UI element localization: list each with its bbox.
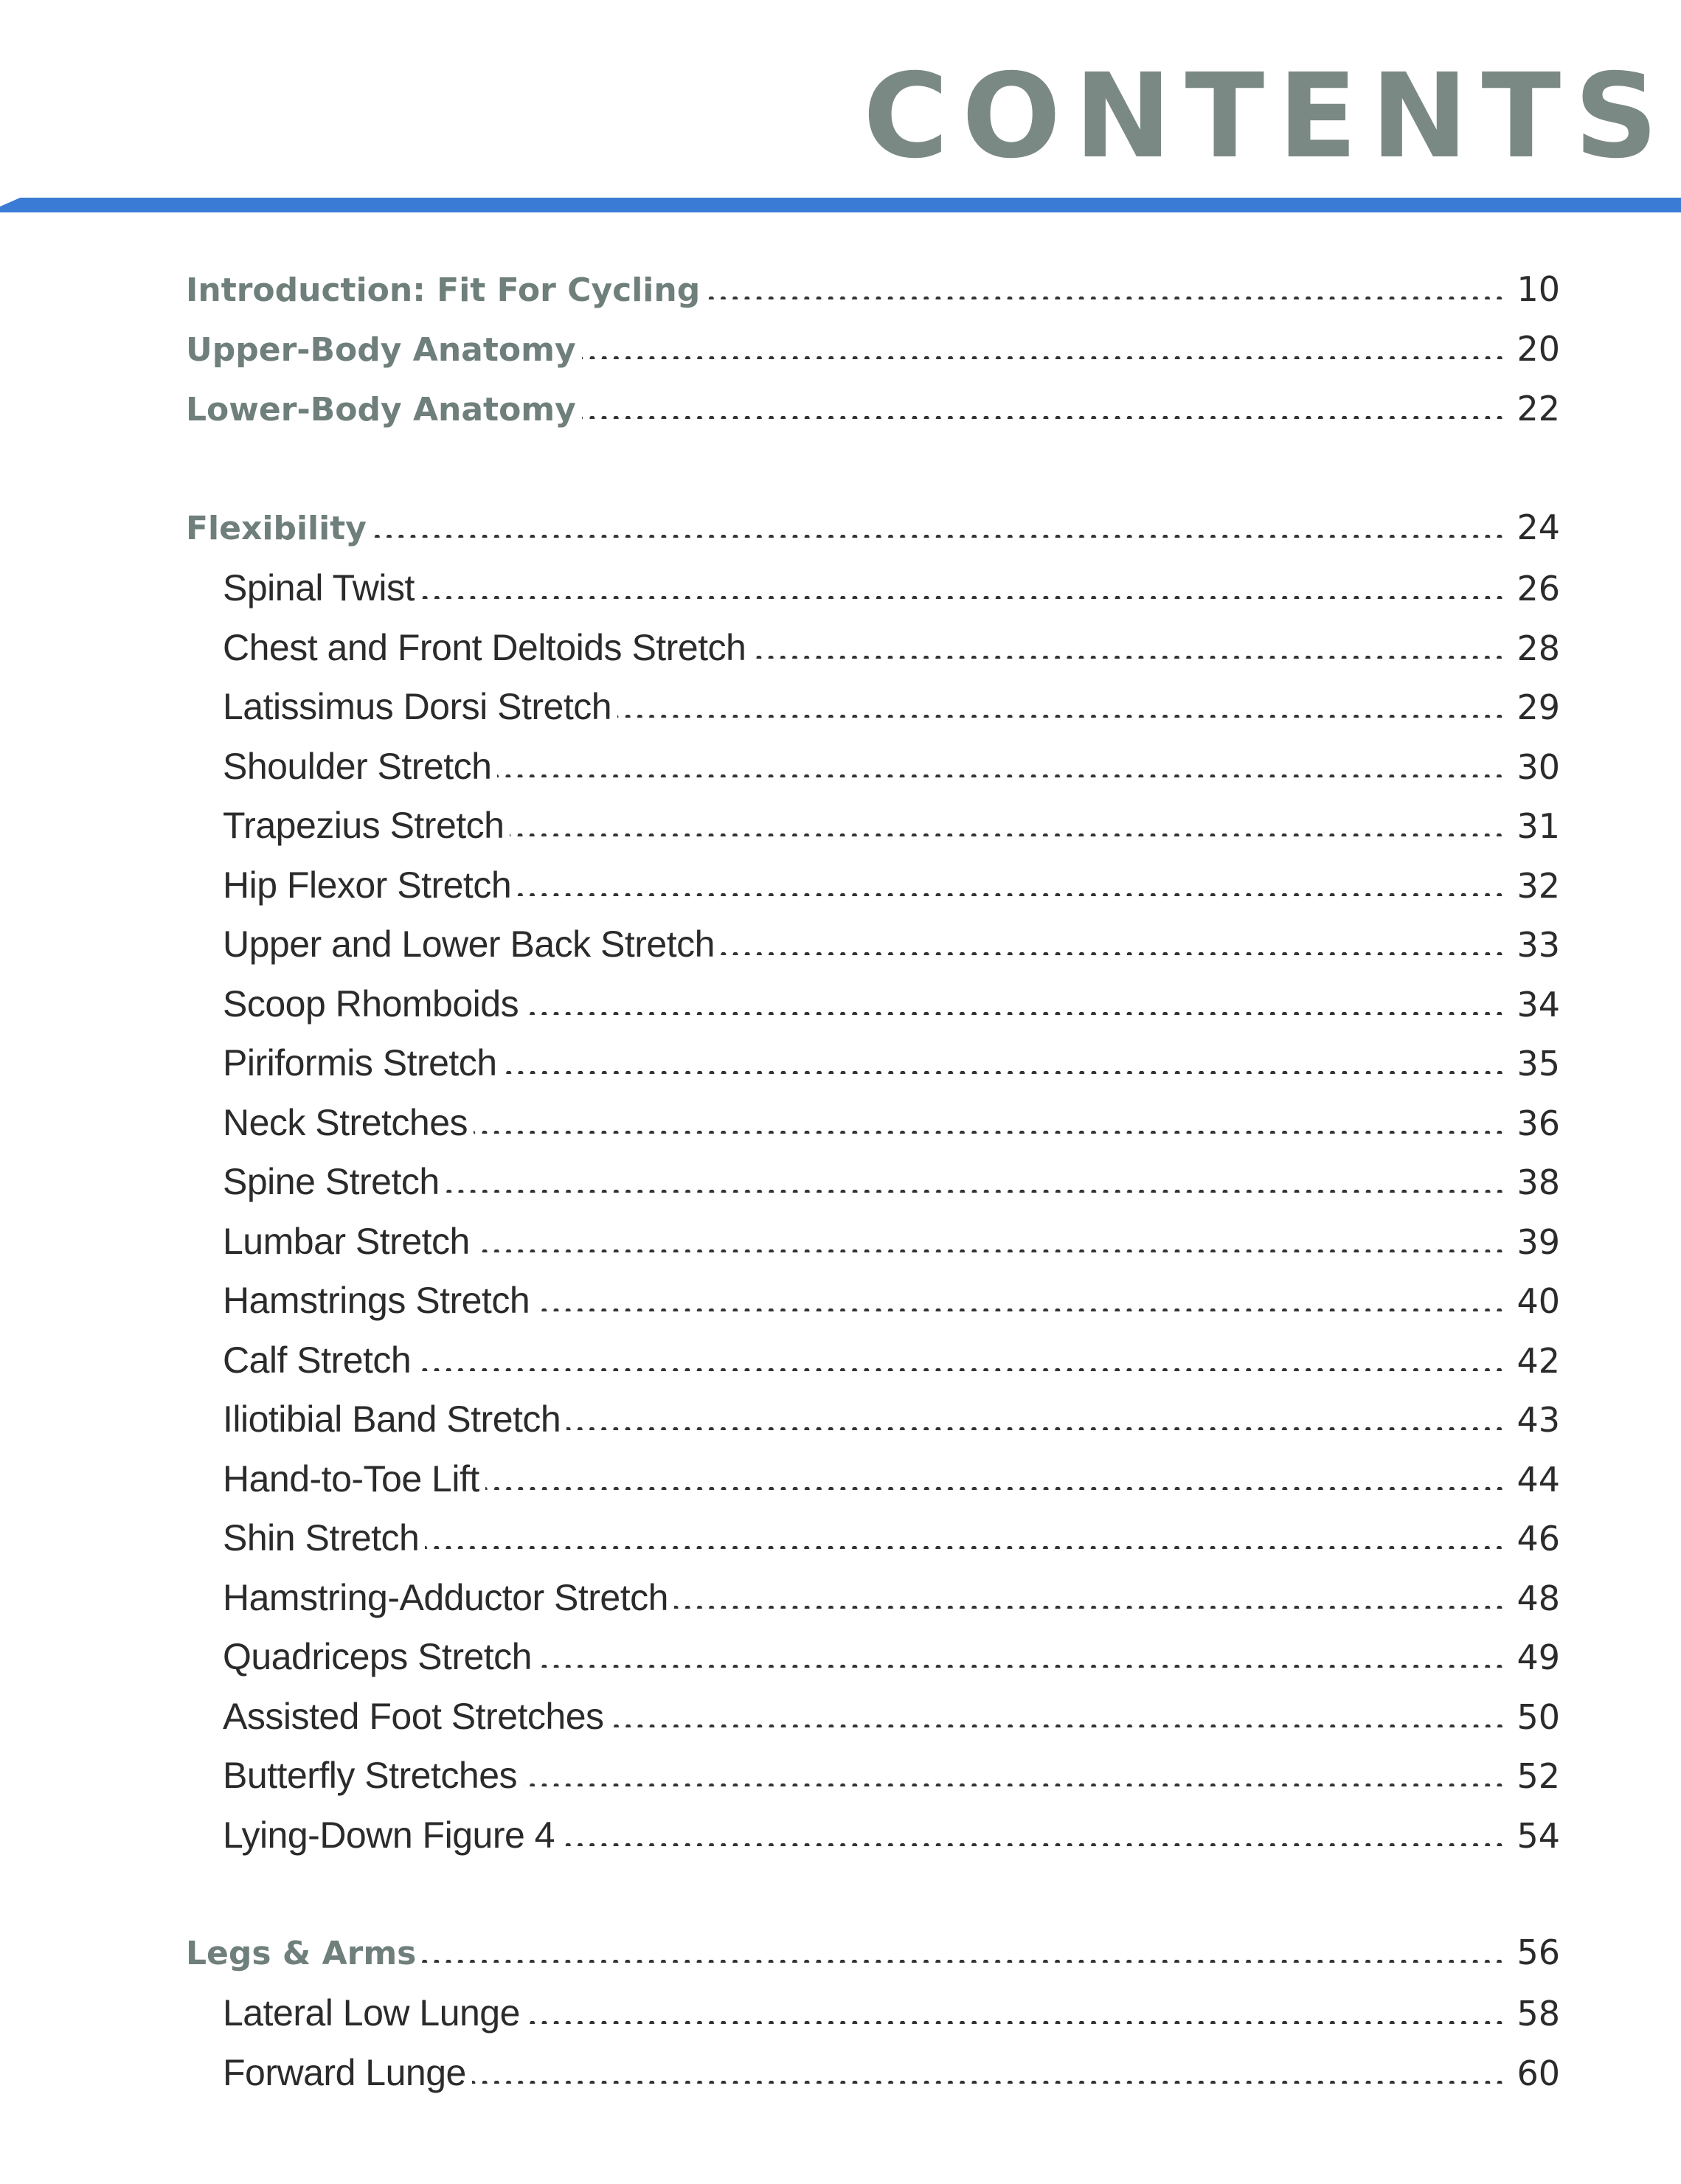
dot-leader xyxy=(417,1368,1505,1371)
toc-entry-neck-stretches[interactable] xyxy=(0,1101,1681,1153)
toc-entry-label: Legs & Arms xyxy=(186,1935,417,1972)
toc-entry-label: Assisted Foot Stretches xyxy=(223,1696,604,1737)
toc-page-number: 50 xyxy=(1517,1697,1560,1737)
toc-page-number: 20 xyxy=(1517,329,1560,369)
toc-entry-lumbar-stretch[interactable] xyxy=(0,1220,1681,1272)
dot-leader xyxy=(721,952,1505,955)
dot-leader xyxy=(706,297,1505,299)
toc-entry-introduction[interactable] xyxy=(0,269,1681,321)
toc-page-number: 34 xyxy=(1517,985,1560,1025)
dot-leader xyxy=(524,1012,1505,1015)
toc-entry-label: Latissimus Dorsi Stretch xyxy=(223,686,612,727)
toc-page-number: 46 xyxy=(1517,1519,1560,1559)
dot-leader xyxy=(503,1071,1505,1074)
toc-page-number: 31 xyxy=(1517,806,1560,846)
toc-page-number: 10 xyxy=(1517,269,1560,309)
dot-leader xyxy=(425,1546,1505,1549)
toc-entry-label: Flexibility xyxy=(186,510,367,547)
dot-leader xyxy=(610,1724,1505,1727)
toc-page-number: 60 xyxy=(1517,2053,1560,2093)
toc-entry-label: Spinal Twist xyxy=(223,567,415,609)
toc-entry-label: Forward Lunge xyxy=(223,2052,466,2093)
toc-entry-flexibility[interactable] xyxy=(0,507,1681,559)
toc-page-number: 28 xyxy=(1517,628,1560,668)
toc-entry-shoulder-stretch[interactable] xyxy=(0,745,1681,797)
toc-entry-label: Hamstrings Stretch xyxy=(223,1280,530,1321)
dot-leader xyxy=(523,1783,1505,1786)
toc-page-number: 30 xyxy=(1517,747,1560,787)
toc-entry-calf-stretch[interactable] xyxy=(0,1339,1681,1390)
toc-entry-label: Lower-Body Anatomy xyxy=(186,391,576,429)
toc-entry-label: Calf Stretch xyxy=(223,1339,412,1381)
toc-entry-hip-flexor-stretch[interactable] xyxy=(0,864,1681,915)
dot-leader xyxy=(422,1960,1505,1963)
toc-entry-hamstrings-stretch[interactable] xyxy=(0,1279,1681,1331)
toc-entry-lying-down-figure-4[interactable] xyxy=(0,1814,1681,1865)
toc-page-number: 39 xyxy=(1517,1222,1560,1262)
toc-entry-label: Piriformis Stretch xyxy=(223,1042,497,1084)
toc-entry-hamstring-adductor[interactable] xyxy=(0,1576,1681,1628)
toc-entry-legs-arms[interactable] xyxy=(0,1932,1681,1984)
toc-entry-label: Neck Stretches xyxy=(223,1102,468,1143)
toc-entry-latissimus-dorsi[interactable] xyxy=(0,685,1681,737)
toc-page-number: 29 xyxy=(1517,687,1560,727)
dot-leader xyxy=(485,1487,1505,1490)
toc-page-number: 26 xyxy=(1517,569,1560,609)
toc-entry-label: Lying-Down Figure 4 xyxy=(223,1814,555,1856)
toc-page-number: 48 xyxy=(1517,1578,1560,1618)
toc-page-number: 43 xyxy=(1517,1400,1560,1440)
dot-leader xyxy=(752,656,1505,659)
dot-leader xyxy=(372,535,1505,538)
toc-page-number: 42 xyxy=(1517,1341,1560,1381)
dot-leader xyxy=(446,1190,1505,1193)
dot-leader xyxy=(538,1665,1505,1668)
toc-entry-upper-body-anatomy[interactable] xyxy=(0,329,1681,381)
toc-entry-iliotibial-band[interactable] xyxy=(0,1398,1681,1449)
toc-page-number: 54 xyxy=(1517,1816,1560,1856)
toc-entry-butterfly-stretches[interactable] xyxy=(0,1754,1681,1806)
toc-entry-label: Upper and Lower Back Stretch xyxy=(223,923,715,965)
dot-leader xyxy=(476,1249,1505,1252)
toc-entry-label: Hip Flexor Stretch xyxy=(223,864,512,906)
toc-entry-lower-body-anatomy[interactable] xyxy=(0,389,1681,440)
toc-entry-shin-stretch[interactable] xyxy=(0,1516,1681,1568)
toc-entry-label: Scoop Rhomboids xyxy=(223,983,519,1025)
toc-page-number: 32 xyxy=(1517,866,1560,906)
toc-entry-label: Butterfly Stretches xyxy=(223,1755,517,1796)
dot-leader xyxy=(420,596,1505,599)
dot-leader xyxy=(617,715,1505,718)
toc-entry-spinal-twist[interactable] xyxy=(0,566,1681,618)
toc-entry-forward-lunge[interactable] xyxy=(0,2051,1681,2103)
dot-leader xyxy=(526,2021,1505,2024)
toc-entry-trapezius-stretch[interactable] xyxy=(0,804,1681,856)
toc-page-number: 22 xyxy=(1517,389,1560,429)
toc-entry-label: Quadriceps Stretch xyxy=(223,1636,532,1677)
toc-entry-upper-lower-back[interactable] xyxy=(0,923,1681,974)
toc-entry-label: Spine Stretch xyxy=(223,1161,440,1202)
toc-entry-label: Shin Stretch xyxy=(223,1517,420,1559)
dot-leader xyxy=(582,356,1505,359)
toc-page-number: 24 xyxy=(1517,507,1560,547)
toc-entry-lateral-low-lunge[interactable] xyxy=(0,1991,1681,2043)
toc-entry-piriformis-stretch[interactable] xyxy=(0,1041,1681,1093)
dot-leader xyxy=(566,1427,1505,1430)
dot-leader xyxy=(497,774,1505,777)
toc-entry-label: Iliotibial Band Stretch xyxy=(223,1398,561,1440)
toc-page-number: 52 xyxy=(1517,1756,1560,1796)
toc-entry-assisted-foot-stretches[interactable] xyxy=(0,1695,1681,1747)
dot-leader xyxy=(536,1308,1505,1311)
toc-entry-label: Lumbar Stretch xyxy=(223,1221,470,1262)
dot-leader xyxy=(674,1606,1505,1609)
toc-entry-label: Introduction: Fit For Cycling xyxy=(186,271,701,309)
toc-entry-label: Hand-to-Toe Lift xyxy=(223,1458,479,1500)
dot-leader xyxy=(472,2081,1505,2084)
toc-page-number: 33 xyxy=(1517,925,1560,965)
toc-entry-quadriceps-stretch[interactable] xyxy=(0,1635,1681,1687)
dot-leader xyxy=(510,833,1505,836)
toc-entry-label: Upper-Body Anatomy xyxy=(186,331,576,369)
dot-leader xyxy=(517,893,1505,896)
toc-entry-label: Hamstring-Adductor Stretch xyxy=(223,1577,668,1618)
toc-entry-label: Lateral Low Lunge xyxy=(223,1992,520,2034)
toc-page-number: 56 xyxy=(1517,1932,1560,1972)
toc-entry-hand-to-toe-lift[interactable] xyxy=(0,1457,1681,1509)
dot-leader xyxy=(474,1131,1505,1134)
dot-leader xyxy=(582,416,1505,419)
toc-entry-chest-front-deltoids[interactable] xyxy=(0,626,1681,678)
toc-page-number: 36 xyxy=(1517,1103,1560,1143)
toc-entry-scoop-rhomboids[interactable] xyxy=(0,982,1681,1034)
toc-page-number: 49 xyxy=(1517,1637,1560,1677)
toc-entry-label: Shoulder Stretch xyxy=(223,746,492,787)
dot-leader xyxy=(561,1843,1505,1846)
toc-entry-spine-stretch[interactable] xyxy=(0,1160,1681,1212)
page-title: CONTENTS xyxy=(863,49,1672,184)
toc-entry-label: Trapezius Stretch xyxy=(223,805,505,846)
toc-entry-label: Chest and Front Deltoids Stretch xyxy=(223,627,746,668)
toc-page-number: 58 xyxy=(1517,1994,1560,2034)
toc-page-number: 40 xyxy=(1517,1281,1560,1321)
toc-page-number: 38 xyxy=(1517,1162,1560,1202)
toc-page-number: 44 xyxy=(1517,1460,1560,1500)
toc-page-number: 35 xyxy=(1517,1044,1560,1084)
